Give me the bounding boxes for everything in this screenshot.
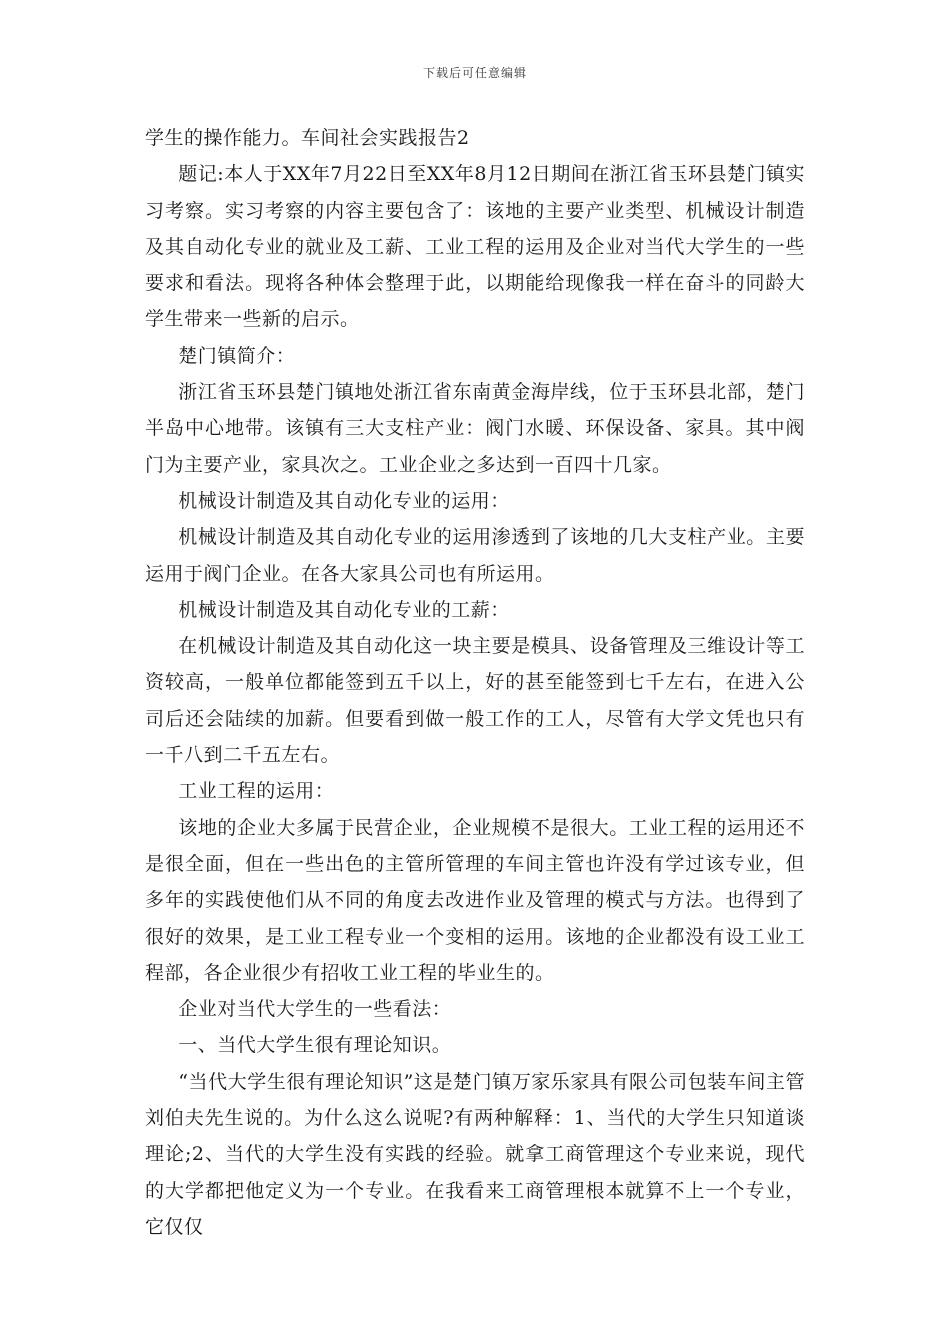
paragraph: 该地的企业大多属于民营企业，企业规模不是很大。工业工程的运用还不是很全面，但在一些出色的主管所管理的车间主管也许没有学过该专业，但多年的实践使他们从不同的角度去改进作业及管理的模式与方法。也得到了很好的效果，是工业工程专业一个变相的运用。该地的企业都没有设工业工程部，各企业很少有招收工业工程的毕业生的。 <box>145 816 805 984</box>
paragraph: 在机械设计制造及其自动化这一块主要是模具、设备管理及三维设计等工资较高，一般单位都能签到五千以上，好的甚至能签到七千左右，在进入公司后还会陆续的加薪。但要看到做一般工作的工人，尽管有大学文凭也只有一千八到二千五左右。 <box>145 635 805 767</box>
section-heading: 工业工程的运用： <box>178 780 335 803</box>
paragraph: “当代大学生很有理论知识”这是楚门镇万家乐家具有限公司包装车间主管刘伯夫先生说的。为什么这么说呢?有两种解释：1、当代的大学生只知道谈理论;2、当代的大学生没有实践的经验。就拿工商管理这个专业来说，现代的大学都把他定义为一个专业。在我看来工商管理根本就算不上一个专业，它仅仅 <box>145 1070 805 1238</box>
section-heading: 楚门镇简介： <box>178 344 296 367</box>
paragraph: 机械设计制造及其自动化专业的运用渗透到了该地的几大支柱产业。主要运用于阀门企业。在各大家具公司也有所运用。 <box>145 526 805 585</box>
paragraph: 浙江省玉环县楚门镇地处浙江省东南黄金海岸线，位于玉环县北部，楚门半岛中心地带。该镇有三大支柱产业：阀门水暖、环保设备、家具。其中阀门为主要产业，家具次之。工业企业之多达到一百四十几家。 <box>145 381 805 476</box>
document-body <box>145 120 805 1245</box>
section-heading: 机械设计制造及其自动化专业的工薪： <box>178 598 510 621</box>
page-header: 下载后可任意编辑 <box>422 66 527 80</box>
paragraph: 题记:本人于XX年7月22日至XX年8月12日期间在浙江省玉环县楚门镇实习考察。实习考察的内容主要包含了：该地的主要产业类型、机械设计制造及其自动化专业的就业及工薪、工业工程的运用及企业对当代大学生的一些要求和看法。现将各种体会整理于此，以期能给现像我一样在奋斗的同龄大学生带来一些新的启示。 <box>145 163 805 331</box>
section-heading: 机械设计制造及其自动化专业的运用： <box>178 489 510 512</box>
list-item: 一、当代大学生很有理论知识。 <box>178 1034 452 1057</box>
section-heading: 企业对当代大学生的一些看法： <box>178 998 452 1021</box>
paragraph: 学生的操作能力。车间社会实践报告2 <box>145 127 470 149</box>
